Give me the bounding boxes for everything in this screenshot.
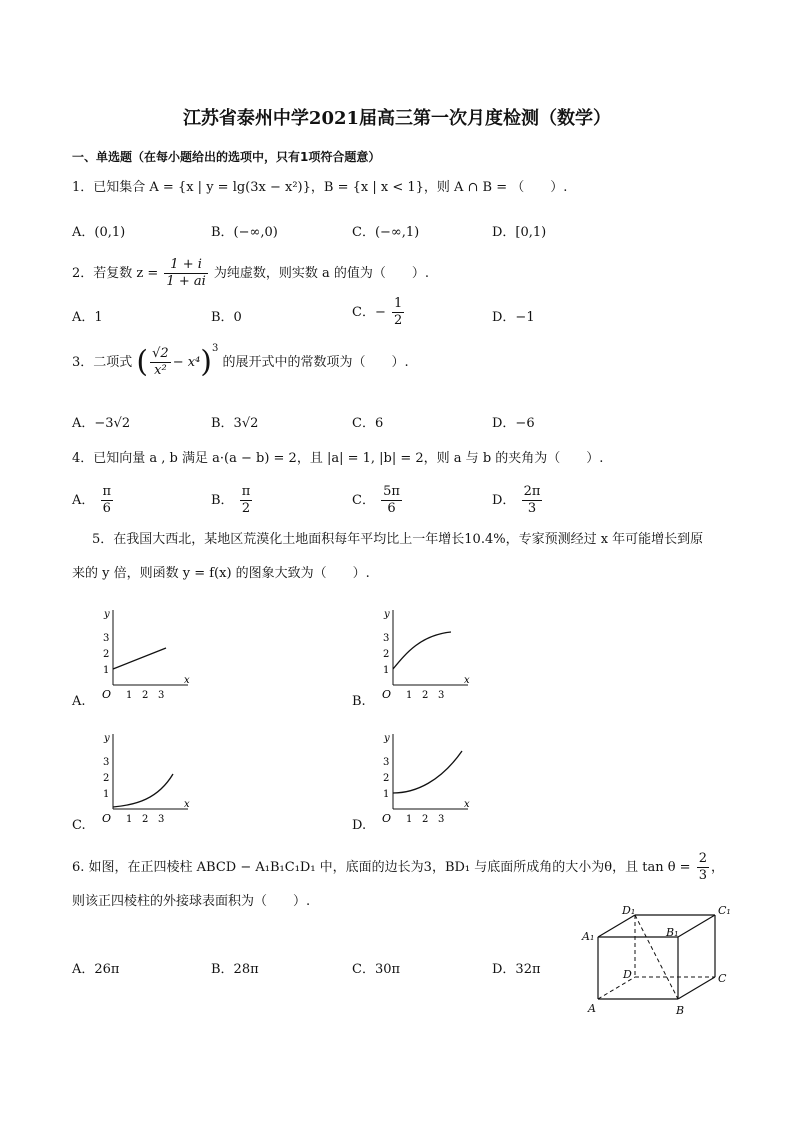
y-tick-label: 1	[383, 665, 390, 676]
q4-b-num: π	[241, 484, 251, 499]
y-axis-label: y	[384, 733, 390, 744]
q5-graph-c-curve	[113, 774, 173, 807]
q3-power: 3	[212, 342, 219, 354]
q3-option-d[interactable]: D．−6	[492, 416, 535, 431]
q2-frac-num: 1 + i	[164, 257, 207, 274]
y-axis-label: y	[104, 609, 110, 620]
q1-option-d[interactable]: D．[0,1)	[492, 225, 547, 240]
y-tick-label: 3	[103, 633, 110, 644]
q6-option-a[interactable]: A．26π	[72, 962, 120, 977]
origin-label: O	[102, 688, 112, 701]
y-tick-label: 3	[383, 633, 390, 644]
x-tick-label: 1	[406, 814, 413, 825]
label-b: B	[676, 1004, 685, 1017]
q2-frac-den: 1 + ai	[166, 274, 206, 289]
x-axis-label: x	[184, 675, 190, 686]
q5-option-b[interactable]: B.	[352, 694, 366, 709]
x-axis-label: x	[464, 799, 470, 810]
q5-option-c[interactable]: C.	[72, 818, 86, 833]
q4-option-c[interactable]	[352, 484, 404, 517]
q6-line2: 则该正四棱柱的外接球表面积为（ ）.	[72, 894, 311, 909]
q4-option-a-label: A．	[72, 493, 95, 508]
q5-option-a[interactable]: A.	[72, 694, 86, 709]
label-d1: D₁	[622, 904, 636, 917]
x-tick-label: 2	[422, 814, 429, 825]
origin-label: O	[382, 688, 392, 701]
q1-option-b[interactable]: B．(−∞,0)	[211, 225, 278, 240]
q6-line1-end: ，	[710, 860, 724, 875]
y-axis-label: y	[384, 609, 390, 620]
q2-option-c-den: 2	[393, 313, 403, 328]
q6-prism-figure	[580, 902, 740, 1020]
q4-c-den: 6	[387, 501, 396, 516]
x-tick-label: 2	[422, 690, 429, 701]
q2-option-c-pre: C．−	[352, 305, 386, 320]
q2-option-b[interactable]: B．0	[211, 310, 242, 325]
q2-fraction	[164, 257, 207, 290]
x-tick-label: 1	[126, 690, 133, 701]
q4-option-d-label: D．	[492, 493, 516, 508]
q3-stem: 3．二项式 ( $\frac{√2}{\text{x²}}$ − x⁴)$^3$ 的展开式中的常数项为（ ）.	[72, 342, 409, 380]
q5-graph-d	[376, 729, 476, 829]
y-tick-label: 2	[383, 773, 390, 784]
q3-option-a[interactable]: A．−3√2	[72, 416, 131, 431]
q4-option-a[interactable]	[72, 484, 115, 517]
y-tick-label: 3	[103, 757, 110, 768]
edge-d1a1	[598, 915, 635, 937]
q4-d-den: 3	[527, 501, 537, 516]
q3-frac-num: √2	[152, 346, 169, 361]
q1-stem: 1．已知集合 A = {x | y = lg(3x − x²)}，B = {x | x < 1}，则 A ∩ B = （ ）.	[72, 180, 568, 195]
q6-option-d[interactable]: D．32π	[492, 962, 541, 977]
q3-frac-den: x²	[154, 363, 167, 378]
q5-graph-b-curve	[393, 632, 451, 669]
q6-tan-den: 3	[698, 868, 707, 883]
q2-option-c-num: 1	[393, 296, 403, 311]
q3-option-c[interactable]: C．6	[352, 416, 384, 431]
q4-a-num: π	[102, 484, 112, 499]
q6-line1-text: 6. 如图，在正四棱柱 ABCD − A₁B₁C₁D₁ 中，底面的边长为3，BD₁ 与底面所成角的大小为θ，且 tan θ =	[72, 860, 691, 875]
x-tick-label: 3	[438, 690, 445, 701]
q4-option-c-frac	[381, 484, 402, 517]
q3-option-b[interactable]: B．3√2	[211, 416, 259, 431]
q2-pre: 2．若复数 z =	[72, 266, 159, 281]
x-tick-label: 2	[142, 690, 149, 701]
q2-post: 为纯虚数，则实数 a 的值为（ ）.	[213, 266, 430, 281]
y-tick-label: 1	[103, 789, 110, 800]
q4-option-d[interactable]	[492, 484, 544, 517]
y-tick-label: 1	[103, 665, 110, 676]
label-c1: C₁	[718, 904, 731, 917]
q4-d-num: 2π	[523, 484, 541, 499]
x-tick-label: 3	[438, 814, 445, 825]
y-axis-label: y	[104, 733, 110, 744]
x-tick-label: 3	[158, 690, 165, 701]
q3-tail: − x⁴	[172, 355, 201, 370]
q3-pre: 3．二项式	[72, 355, 133, 370]
q4-a-den: 6	[102, 501, 111, 516]
q5-graph-b	[376, 605, 476, 705]
q4-stem: 4．已知向量 a , b 满足 a·(a − b) = 2，且 |a| = 1, |b| = 2，则 a 与 b 的夹角为（ ）.	[72, 451, 604, 466]
x-tick-label: 2	[142, 814, 149, 825]
q6-option-b[interactable]: B．28π	[211, 962, 259, 977]
origin-label: O	[382, 812, 392, 825]
q2-stem	[72, 257, 429, 290]
q5-graph-d-curve	[393, 751, 462, 793]
x-tick-label: 3	[158, 814, 165, 825]
q5-graph-c	[96, 729, 196, 829]
q6-tan-frac	[697, 851, 709, 884]
q2-option-c[interactable]	[352, 296, 406, 329]
label-a1: A₁	[582, 930, 595, 943]
x-tick-label: 1	[126, 814, 133, 825]
q2-option-d[interactable]: D．−1	[492, 310, 535, 325]
q4-option-c-label: C．	[352, 493, 375, 508]
q4-c-num: 5π	[383, 484, 400, 499]
q6-option-c[interactable]: C．30π	[352, 962, 401, 977]
x-tick-label: 1	[406, 690, 413, 701]
label-a: A	[588, 1002, 596, 1015]
q5-graph-a	[96, 605, 196, 705]
q5-graph-a-curve	[113, 648, 166, 669]
q2-option-c-frac	[392, 296, 404, 329]
x-axis-label: x	[464, 675, 470, 686]
origin-label: O	[102, 812, 112, 825]
q6-tan-num: 2	[698, 851, 707, 866]
label-b1: B₁	[666, 926, 679, 939]
q4-option-a-frac	[101, 484, 114, 517]
q1-option-a[interactable]: A．(0,1)	[72, 225, 126, 240]
section-heading: 一、单选题（在每小题给出的选项中，只有1项符合题意）	[72, 150, 381, 164]
edge-b1c1	[678, 915, 715, 937]
page-title: 江苏省泰州中学2021届高三第一次月度检测（数学）	[182, 108, 612, 129]
q3-fraction	[150, 346, 171, 379]
q6-line1	[72, 851, 724, 884]
q3-post: 的展开式中的常数项为（ ）.	[222, 355, 409, 370]
y-tick-label: 2	[103, 773, 110, 784]
label-c: C	[718, 972, 727, 985]
q4-option-d-frac	[522, 484, 543, 517]
q4-option-b[interactable]	[211, 484, 254, 517]
q1-option-c[interactable]: C．(−∞,1)	[352, 225, 420, 240]
q4-option-b-label: B．	[211, 493, 234, 508]
y-tick-label: 1	[383, 789, 390, 800]
q4-option-b-frac	[240, 484, 253, 517]
y-tick-label: 2	[103, 649, 110, 660]
y-tick-label: 3	[383, 757, 390, 768]
label-d: D	[623, 968, 632, 981]
y-tick-label: 2	[383, 649, 390, 660]
q5-option-d[interactable]: D.	[352, 818, 367, 833]
q2-option-a[interactable]: A．1	[72, 310, 103, 325]
q4-b-den: 2	[241, 501, 251, 516]
x-axis-label: x	[184, 799, 190, 810]
edge-bc	[678, 977, 715, 999]
q5-line1: 5．在我国大西北，某地区荒漠化土地面积每年平均比上一年增长10.4%，专家预测经过 x 年可能增长到原	[92, 532, 704, 547]
q5-line2: 来的 y 倍，则函数 y = f(x) 的图象大致为（ ）.	[72, 566, 370, 581]
